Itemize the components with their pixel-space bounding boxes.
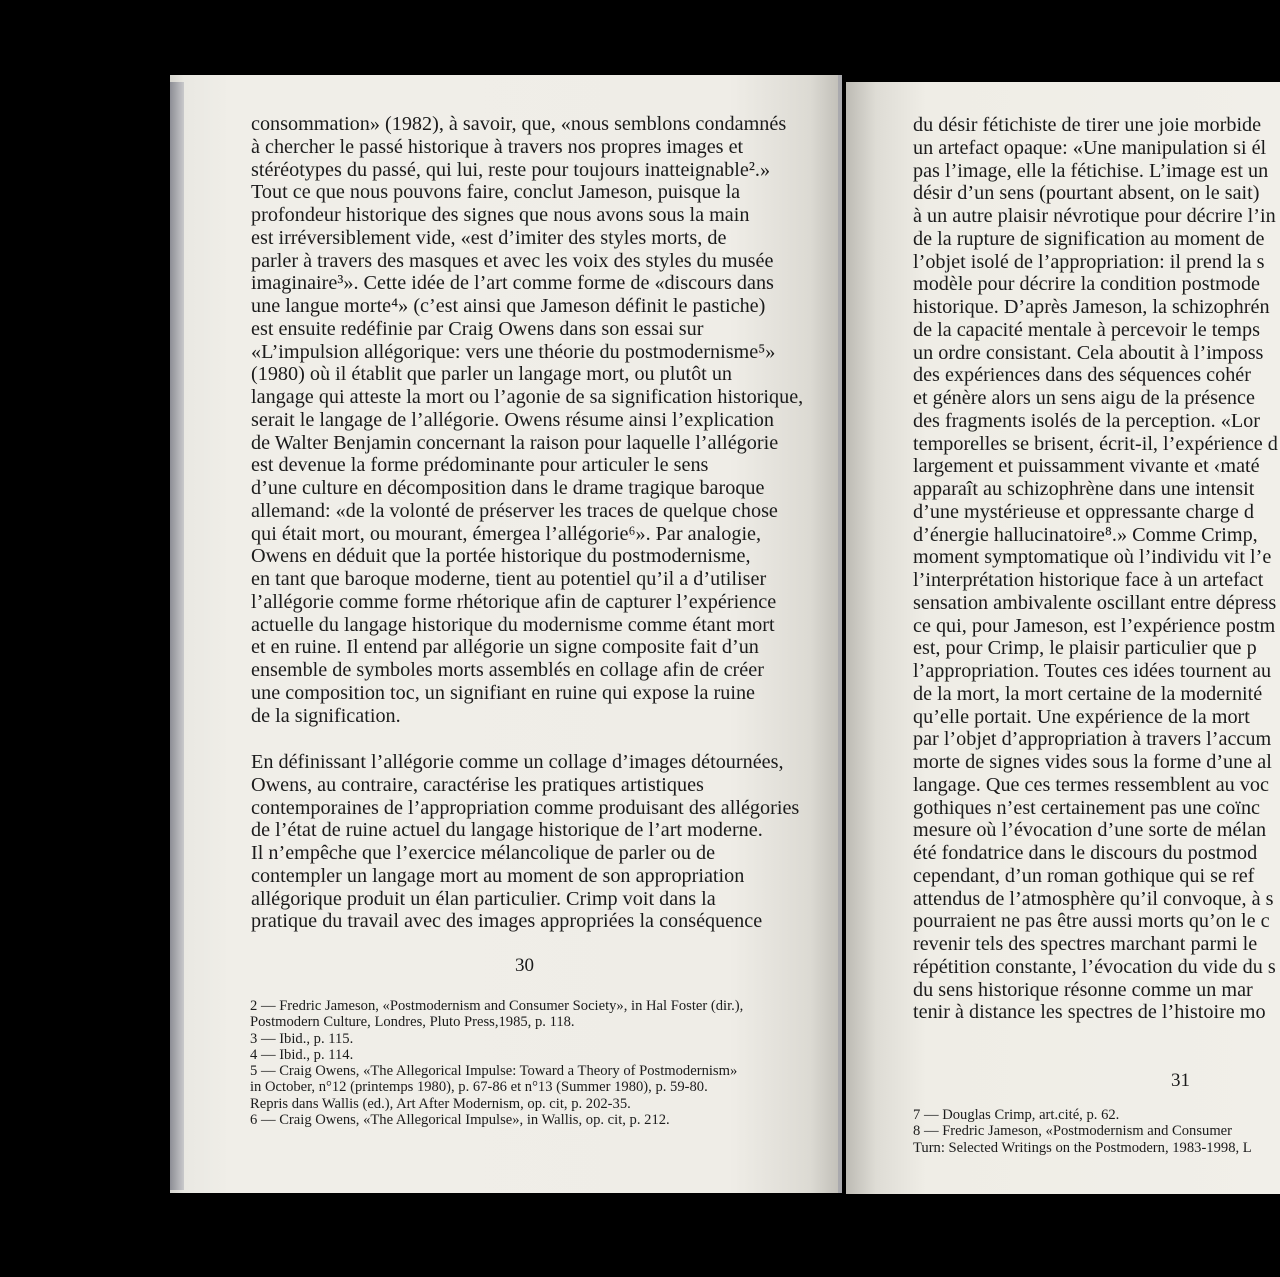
right-body-text [913, 114, 1278, 1024]
text-line: est devenue la forme prédominante pour articuler le sens [251, 454, 709, 477]
text-line: de la rupture de signification au moment de [913, 227, 1265, 250]
text-line: une langue morte⁴» (c’est ainsi que Jameson définit le pastiche) [251, 295, 766, 317]
text-line: contempler un langage mort au moment de son appropriation [251, 864, 745, 887]
text-line: des fragments isolés de la perception. «Lor [913, 409, 1261, 432]
text-line: d’une culture en décomposition dans le drame tragique baroque [251, 477, 765, 499]
text-line: apparaît au schizophrène dans une intensit [913, 478, 1255, 500]
text-line: 8 — Fredric Jameson, «Postmodernism and Consumer [913, 1123, 1233, 1140]
text-line: mesure où l’évocation d’une sorte de mélan [913, 819, 1267, 842]
text-line: revenir tels des spectres marchant parmi le [913, 933, 1258, 955]
text-line: ce qui, pour Jameson, est l’expérience postm [913, 614, 1276, 637]
text-line: l’allégorie comme forme rhétorique afin de capturer l’expérience [251, 590, 777, 613]
text-line: langage qui atteste la mort ou l’agonie de sa signification historique, [251, 386, 804, 408]
text-line: de la signification. [251, 704, 401, 727]
text-line: d’énergie hallucinatoire⁸.» Comme Crimp, [913, 523, 1258, 546]
text-line: à chercher le passé historique à travers nos propres images et [251, 135, 744, 158]
text-line: historique. D’après Jameson, la schizophrén [913, 296, 1270, 318]
text-line: Owens, au contraire, caractérise les pratiques artistiques [251, 773, 704, 796]
text-line: répétition constante, l’évocation du vide du s [913, 955, 1276, 978]
text-line: d’une mystérieuse et oppressante charge d [913, 500, 1255, 523]
text-line: l’interprétation historique face à un artefact [913, 569, 1264, 591]
text-line: cependant, d’un roman gothique qui se ref [913, 864, 1255, 887]
text-line: désir d’un sens (pourtant absent, on le sait) [913, 182, 1260, 205]
text-line: allégorique produit un élan particulier. Crimp voit dans la [251, 887, 716, 910]
text-line: allemand: «de la volonté de préserver les traces de quelque chose [251, 499, 778, 522]
right-footnotes [913, 1107, 1252, 1156]
text-line: par l’objet d’appropriation à travers l’accum [913, 728, 1272, 751]
text-line: Repris dans Wallis (ed.), Art After Modernism, op. cit, p. 202-35. [250, 1095, 631, 1112]
text-line: gothiques n’est certainement pas une coïnc [913, 796, 1260, 819]
text-line: du sens historique résonne comme un mar [913, 978, 1253, 1001]
text-line: largement et puissamment vivante et ‹maté [913, 455, 1260, 478]
text-line: est ensuite redéfinie par Craig Owens dans son essai sur [251, 317, 704, 340]
text-line: et génère alors un sens aigu de la présence [913, 387, 1255, 409]
left-body-paragraph-2 [251, 751, 799, 933]
text-line: l’objet isolé de l’appropriation: il prend la s [913, 250, 1265, 273]
text-line: de la mort, la mort certaine de la modernité [913, 682, 1263, 705]
text-line: Owens en déduit que la portée historique du postmodernisme, [251, 545, 751, 568]
text-line: de la capacité mentale à percevoir le temps [913, 318, 1260, 341]
text-line: pratique du travail avec des images appropriées la conséquence [251, 910, 763, 933]
text-line: imaginaire³». Cette idée de l’art comme forme de «discours dans [251, 272, 774, 295]
page-number-left: 30 [515, 955, 534, 976]
text-line: de Walter Benjamin concernant la raison pour laquelle l’allégorie [251, 431, 779, 454]
text-line: Postmodern Culture, Londres, Pluto Press,1985, p. 118. [250, 1014, 575, 1031]
page-edge [170, 82, 184, 1190]
text-line: temporelles se brisent, écrit-il, l’expérience d [913, 432, 1278, 455]
text-line: serait le langage de l’allégorie. Owens résume ainsi l’explication [251, 408, 774, 431]
text-line: contemporaines de l’appropriation comme produisant des allégories [251, 796, 800, 819]
page-number-right: 31 [1171, 1070, 1190, 1091]
text-line: qu’elle portait. Une expérience de la mort [913, 705, 1250, 728]
text-line: pas l’image, elle la fétichise. L’image est un [913, 159, 1269, 182]
text-line: Turn: Selected Writings on the Postmodern, 1983-1998, L [913, 1139, 1252, 1156]
text-line: est irréversiblement vide, «est d’imiter des styles morts, de [251, 226, 727, 249]
text-line: pourraient ne pas être aussi morts qu’on le c [913, 910, 1270, 933]
text-line: est, pour Crimp, le plaisir particulier que p [913, 637, 1257, 660]
text-line: et en ruine. Il entend par allégorie un signe composite fait d’un [251, 636, 759, 659]
text-line: 4 — Ibid., p. 114. [250, 1046, 354, 1063]
text-line: à un autre plaisir névrotique pour décrire l’in [913, 205, 1276, 227]
text-line: de l’état de ruine actuel du langage historique de l’art moderne. [251, 819, 763, 842]
text-line: ensemble de symboles morts assemblés en collage afin de créer [251, 659, 764, 681]
text-line: modèle pour décrire la condition postmode [913, 273, 1261, 296]
text-line: Tout ce que nous pouvons faire, conclut Jameson, puisque la [251, 181, 741, 204]
text-line: du désir fétichiste de tirer une joie morbide [913, 114, 1262, 136]
text-line: une composition toc, un signifiant en ruine qui expose la ruine [251, 681, 756, 704]
text-line: sensation ambivalente oscillant entre dépress [913, 591, 1277, 614]
text-line: 5 — Craig Owens, «The Allegorical Impulse: Toward a Theory of Postmodernism» [250, 1063, 738, 1080]
text-line: «L’impulsion allégorique: vers une théorie du postmodernisme⁵» [251, 340, 776, 363]
left-page [170, 75, 842, 1193]
text-line: 2 — Fredric Jameson, «Postmodernism and Consumer Society», in Hal Foster (dir.), [250, 998, 744, 1014]
text-line: attendus de l’atmosphère qu’il convoque, à s [913, 887, 1274, 910]
text-line: (1980) où il établit que parler un langage mort, ou plutôt un [251, 363, 733, 386]
right-page [846, 82, 1280, 1194]
text-line: été fondatrice dans le discours du postmod [913, 842, 1258, 864]
text-line: morte de signes vides sous la forme d’une al [913, 751, 1272, 773]
text-line: tenir à distance les spectres de l’histoire mo [913, 1001, 1266, 1024]
text-line: consommation» (1982), à savoir, que, «nous semblons condamnés [251, 113, 787, 135]
text-line: actuelle du langage historique du modernisme comme étant mort [251, 613, 775, 636]
text-line: 3 — Ibid., p. 115. [250, 1030, 354, 1047]
text-line: En définissant l’allégorie comme un collage d’images détournées, [251, 751, 784, 773]
text-line: 7 — Douglas Crimp, art.cité, p. 62. [913, 1107, 1120, 1123]
text-line: parler à travers des masques et avec les voix des styles du musée [251, 249, 774, 272]
text-line: qui était mort, ou mourant, émergea l’allégorie⁶». Par analogie, [251, 522, 762, 545]
text-line: en tant que baroque moderne, tient au potentiel qu’il a d’utiliser [251, 568, 767, 590]
text-line: langage. Que ces termes ressemblent au voc [913, 773, 1269, 796]
text-line: in October, n°12 (printemps 1980), p. 67-86 et n°13 (Summer 1980), p. 59-80. [250, 1079, 708, 1096]
text-line: Il n’empêche que l’exercice mélancolique de parler ou de [251, 842, 716, 864]
left-footnotes [250, 998, 743, 1128]
text-line: stéréotypes du passé, qui lui, reste pour toujours inatteignable².» [251, 158, 771, 181]
left-body-paragraph-1 [251, 113, 803, 727]
text-line: l’appropriation. Toutes ces idées tournent au [913, 660, 1272, 682]
text-line: moment symptomatique où l’individu vit l’e [913, 546, 1272, 569]
text-line: des expériences dans des séquences cohér [913, 364, 1251, 387]
text-line: un ordre consistant. Cela aboutit à l’imposs [913, 341, 1264, 364]
text-line: profondeur historique des signes que nous avons sous la main [251, 204, 750, 226]
text-line: un artefact opaque: «Une manipulation si él [913, 136, 1267, 159]
text-line: 6 — Craig Owens, «The Allegorical Impulse», in Wallis, op. cit, p. 212. [250, 1112, 670, 1129]
